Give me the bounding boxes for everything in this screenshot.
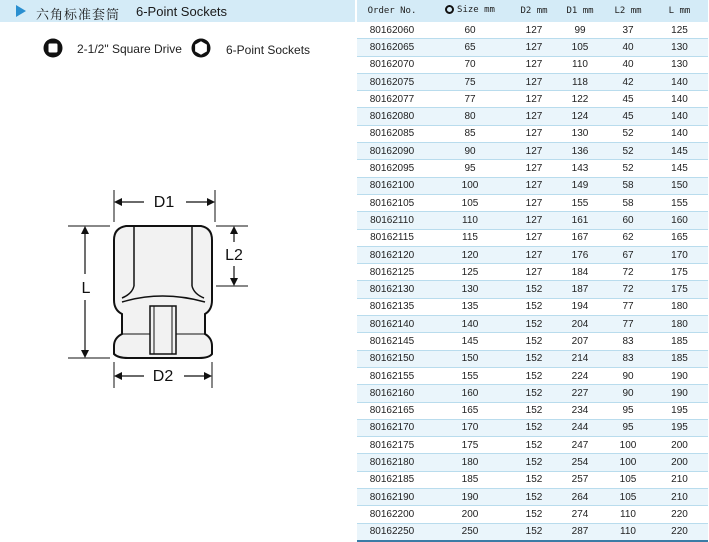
d1-cell: 254 [555,454,605,471]
size-cell: 80 [427,108,513,125]
order-no-cell: 80162080 [357,108,427,125]
column-header-size-label: Size mm [457,4,495,15]
size-cell: 180 [427,454,513,471]
d2-cell: 152 [513,419,555,436]
d1-cell: 184 [555,264,605,281]
table-body [357,22,708,541]
d2-cell: 152 [513,350,555,367]
order-no-cell: 80162075 [357,73,427,90]
l2-cell: 52 [605,160,651,177]
l-cell: 140 [651,73,708,90]
l2-label: L2 [225,247,243,264]
d1-cell: 149 [555,177,605,194]
order-no-cell: 80162165 [357,402,427,419]
table-row [357,454,708,471]
d2-cell: 152 [513,471,555,488]
socket-dimension-diagram [62,182,252,394]
l-cell: 145 [651,143,708,160]
size-cell: 60 [427,22,513,39]
d2-cell: 152 [513,316,555,333]
l2-cell: 95 [605,402,651,419]
d1-cell: 105 [555,39,605,56]
d1-cell: 244 [555,419,605,436]
size-cell: 70 [427,56,513,73]
d1-cell: 130 [555,125,605,142]
l-cell: 160 [651,212,708,229]
l2-cell: 40 [605,56,651,73]
size-cell: 110 [427,212,513,229]
d1-cell: 167 [555,229,605,246]
d1-cell: 187 [555,281,605,298]
d2-cell: 127 [513,91,555,108]
d2-cell: 127 [513,194,555,211]
l2-cell: 72 [605,281,651,298]
hexagon-socket-icon [191,38,211,58]
size-cell: 190 [427,489,513,506]
l-cell: 220 [651,506,708,523]
size-cell: 130 [427,281,513,298]
d2-cell: 152 [513,385,555,402]
l2-cell: 83 [605,350,651,367]
l-cell: 130 [651,56,708,73]
d2-cell: 127 [513,125,555,142]
square-drive-icon [43,38,63,58]
table-row [357,143,708,160]
d1-cell: 143 [555,160,605,177]
size-cell: 105 [427,194,513,211]
d2-cell: 152 [513,402,555,419]
l2-cell: 83 [605,333,651,350]
d1-cell: 176 [555,246,605,263]
l2-cell: 90 [605,385,651,402]
point-type-label: 6-Point Sockets [226,43,311,57]
d2-cell: 152 [513,367,555,384]
d2-cell: 127 [513,39,555,56]
d2-cell: 127 [513,108,555,125]
l-cell: 170 [651,246,708,263]
d1-cell: 234 [555,402,605,419]
size-cell: 85 [427,125,513,142]
table-row [357,298,708,315]
l-cell: 200 [651,437,708,454]
d1-cell: 214 [555,350,605,367]
l2-cell: 62 [605,229,651,246]
l-cell: 145 [651,160,708,177]
table-row [357,264,708,281]
size-cell: 65 [427,39,513,56]
l-cell: 190 [651,367,708,384]
l-cell: 190 [651,385,708,402]
l2-cell: 77 [605,316,651,333]
table-row [357,367,708,384]
l2-cell: 100 [605,437,651,454]
d1-cell: 122 [555,91,605,108]
l2-cell: 100 [605,454,651,471]
l2-cell: 45 [605,91,651,108]
d1-cell: 124 [555,108,605,125]
size-cell: 95 [427,160,513,177]
table-row [357,350,708,367]
order-no-cell: 80162250 [357,523,427,541]
l-cell: 155 [651,194,708,211]
l-cell: 140 [651,108,708,125]
order-no-cell: 80162090 [357,143,427,160]
d2-cell: 152 [513,454,555,471]
l-cell: 165 [651,229,708,246]
order-no-cell: 80162065 [357,39,427,56]
order-no-cell: 80162135 [357,298,427,315]
d1-cell: 287 [555,523,605,541]
l-cell: 195 [651,419,708,436]
l2-cell: 110 [605,523,651,541]
d1-cell: 136 [555,143,605,160]
d1-cell: 204 [555,316,605,333]
l2-cell: 67 [605,246,651,263]
order-no-cell: 80162200 [357,506,427,523]
size-cell: 115 [427,229,513,246]
size-cell: 160 [427,385,513,402]
drive-size-label: 2-1/2" Square Drive [77,42,182,56]
l2-cell: 52 [605,143,651,160]
order-no-cell: 80162180 [357,454,427,471]
column-header-l2: L2 mm [605,0,651,22]
order-no-cell: 80162095 [357,160,427,177]
d1-cell: 247 [555,437,605,454]
l-cell: 130 [651,39,708,56]
order-no-cell: 80162110 [357,212,427,229]
d1-cell: 257 [555,471,605,488]
l2-cell: 105 [605,471,651,488]
d1-cell: 227 [555,385,605,402]
l-cell: 185 [651,350,708,367]
table-row [357,523,708,541]
play-arrow-icon [16,5,26,17]
table-row [357,402,708,419]
l2-cell: 58 [605,177,651,194]
order-no-cell: 80162175 [357,437,427,454]
size-cell: 145 [427,333,513,350]
title-chinese: 六角标准套筒 [36,8,121,23]
l-cell: 185 [651,333,708,350]
d1-cell: 194 [555,298,605,315]
table-row [357,419,708,436]
d1-cell: 110 [555,56,605,73]
title-english: 6-Point Sockets [136,4,228,19]
l2-cell: 72 [605,264,651,281]
order-no-cell: 80162060 [357,22,427,39]
l-cell: 210 [651,489,708,506]
order-no-cell: 80162185 [357,471,427,488]
l2-cell: 60 [605,212,651,229]
table-row [357,194,708,211]
column-header-d1: D1 mm [555,0,605,22]
size-cell: 250 [427,523,513,541]
d2-cell: 127 [513,160,555,177]
table-row [357,333,708,350]
size-cell: 77 [427,91,513,108]
size-cell: 135 [427,298,513,315]
table-row [357,56,708,73]
d1-cell: 207 [555,333,605,350]
d2-cell: 127 [513,177,555,194]
order-no-cell: 80162120 [357,246,427,263]
order-no-cell: 80162190 [357,489,427,506]
size-cell: 165 [427,402,513,419]
l-cell: 210 [651,471,708,488]
column-header-d2: D2 mm [513,0,555,22]
d1-cell: 161 [555,212,605,229]
size-cell: 200 [427,506,513,523]
l-cell: 180 [651,298,708,315]
size-cell: 175 [427,437,513,454]
l2-cell: 105 [605,489,651,506]
l-cell: 180 [651,316,708,333]
size-cell: 150 [427,350,513,367]
table-row [357,281,708,298]
socket-ring-icon [445,5,454,14]
l-cell: 200 [651,454,708,471]
d2-cell: 152 [513,489,555,506]
size-cell: 155 [427,367,513,384]
table-header-row [357,0,708,22]
size-cell: 120 [427,246,513,263]
d1-cell: 274 [555,506,605,523]
l2-cell: 110 [605,506,651,523]
size-cell: 100 [427,177,513,194]
d2-cell: 127 [513,143,555,160]
column-header-order-no: Order No. [357,0,427,22]
order-no-cell: 80162070 [357,56,427,73]
d2-cell: 127 [513,264,555,281]
table-row [357,160,708,177]
table-row [357,437,708,454]
l-label: L [81,280,91,297]
l-cell: 140 [651,125,708,142]
d1-cell: 264 [555,489,605,506]
table-row [357,506,708,523]
size-cell: 140 [427,316,513,333]
table-row [357,212,708,229]
d2-cell: 127 [513,22,555,39]
d2-cell: 152 [513,523,555,541]
d2-cell: 152 [513,333,555,350]
size-cell: 170 [427,419,513,436]
order-no-cell: 80162170 [357,419,427,436]
l-cell: 150 [651,177,708,194]
order-no-cell: 80162115 [357,229,427,246]
column-header-l: L mm [651,0,708,22]
d1-cell: 99 [555,22,605,39]
table-row [357,316,708,333]
table-row [357,91,708,108]
table-row [357,246,708,263]
order-no-cell: 80162140 [357,316,427,333]
l2-cell: 45 [605,108,651,125]
l2-cell: 77 [605,298,651,315]
table-row [357,125,708,142]
order-no-cell: 80162155 [357,367,427,384]
l2-cell: 52 [605,125,651,142]
d2-label: D2 [152,368,174,385]
table-row [357,22,708,39]
table-row [357,229,708,246]
order-no-cell: 80162125 [357,264,427,281]
size-cell: 185 [427,471,513,488]
table-row [357,108,708,125]
table-row [357,177,708,194]
d2-cell: 152 [513,506,555,523]
l-cell: 175 [651,281,708,298]
d2-cell: 152 [513,281,555,298]
l-cell: 195 [651,402,708,419]
order-no-cell: 80162077 [357,91,427,108]
column-header-size [427,0,513,22]
l2-cell: 42 [605,73,651,90]
d1-label: D1 [153,194,175,211]
size-cell: 90 [427,143,513,160]
d2-cell: 152 [513,437,555,454]
table-row [357,489,708,506]
order-no-cell: 80162100 [357,177,427,194]
l2-cell: 58 [605,194,651,211]
l-cell: 140 [651,91,708,108]
order-no-cell: 80162085 [357,125,427,142]
l-cell: 175 [651,264,708,281]
l2-cell: 95 [605,419,651,436]
order-no-cell: 80162130 [357,281,427,298]
l-cell: 125 [651,22,708,39]
table-row [357,73,708,90]
size-cell: 75 [427,73,513,90]
d2-cell: 127 [513,229,555,246]
order-no-cell: 80162160 [357,385,427,402]
l-cell: 220 [651,523,708,541]
l2-cell: 90 [605,367,651,384]
d2-cell: 152 [513,298,555,315]
l2-cell: 40 [605,39,651,56]
order-no-cell: 80162145 [357,333,427,350]
table-row [357,471,708,488]
size-cell: 125 [427,264,513,281]
d2-cell: 127 [513,56,555,73]
d1-cell: 155 [555,194,605,211]
l2-cell: 37 [605,22,651,39]
order-no-cell: 80162150 [357,350,427,367]
table-row [357,385,708,402]
specification-table [357,0,709,538]
d1-cell: 224 [555,367,605,384]
order-no-cell: 80162105 [357,194,427,211]
d1-cell: 118 [555,73,605,90]
table-row [357,39,708,56]
d2-cell: 127 [513,212,555,229]
d2-cell: 127 [513,246,555,263]
title-band [0,0,355,22]
d2-cell: 127 [513,73,555,90]
